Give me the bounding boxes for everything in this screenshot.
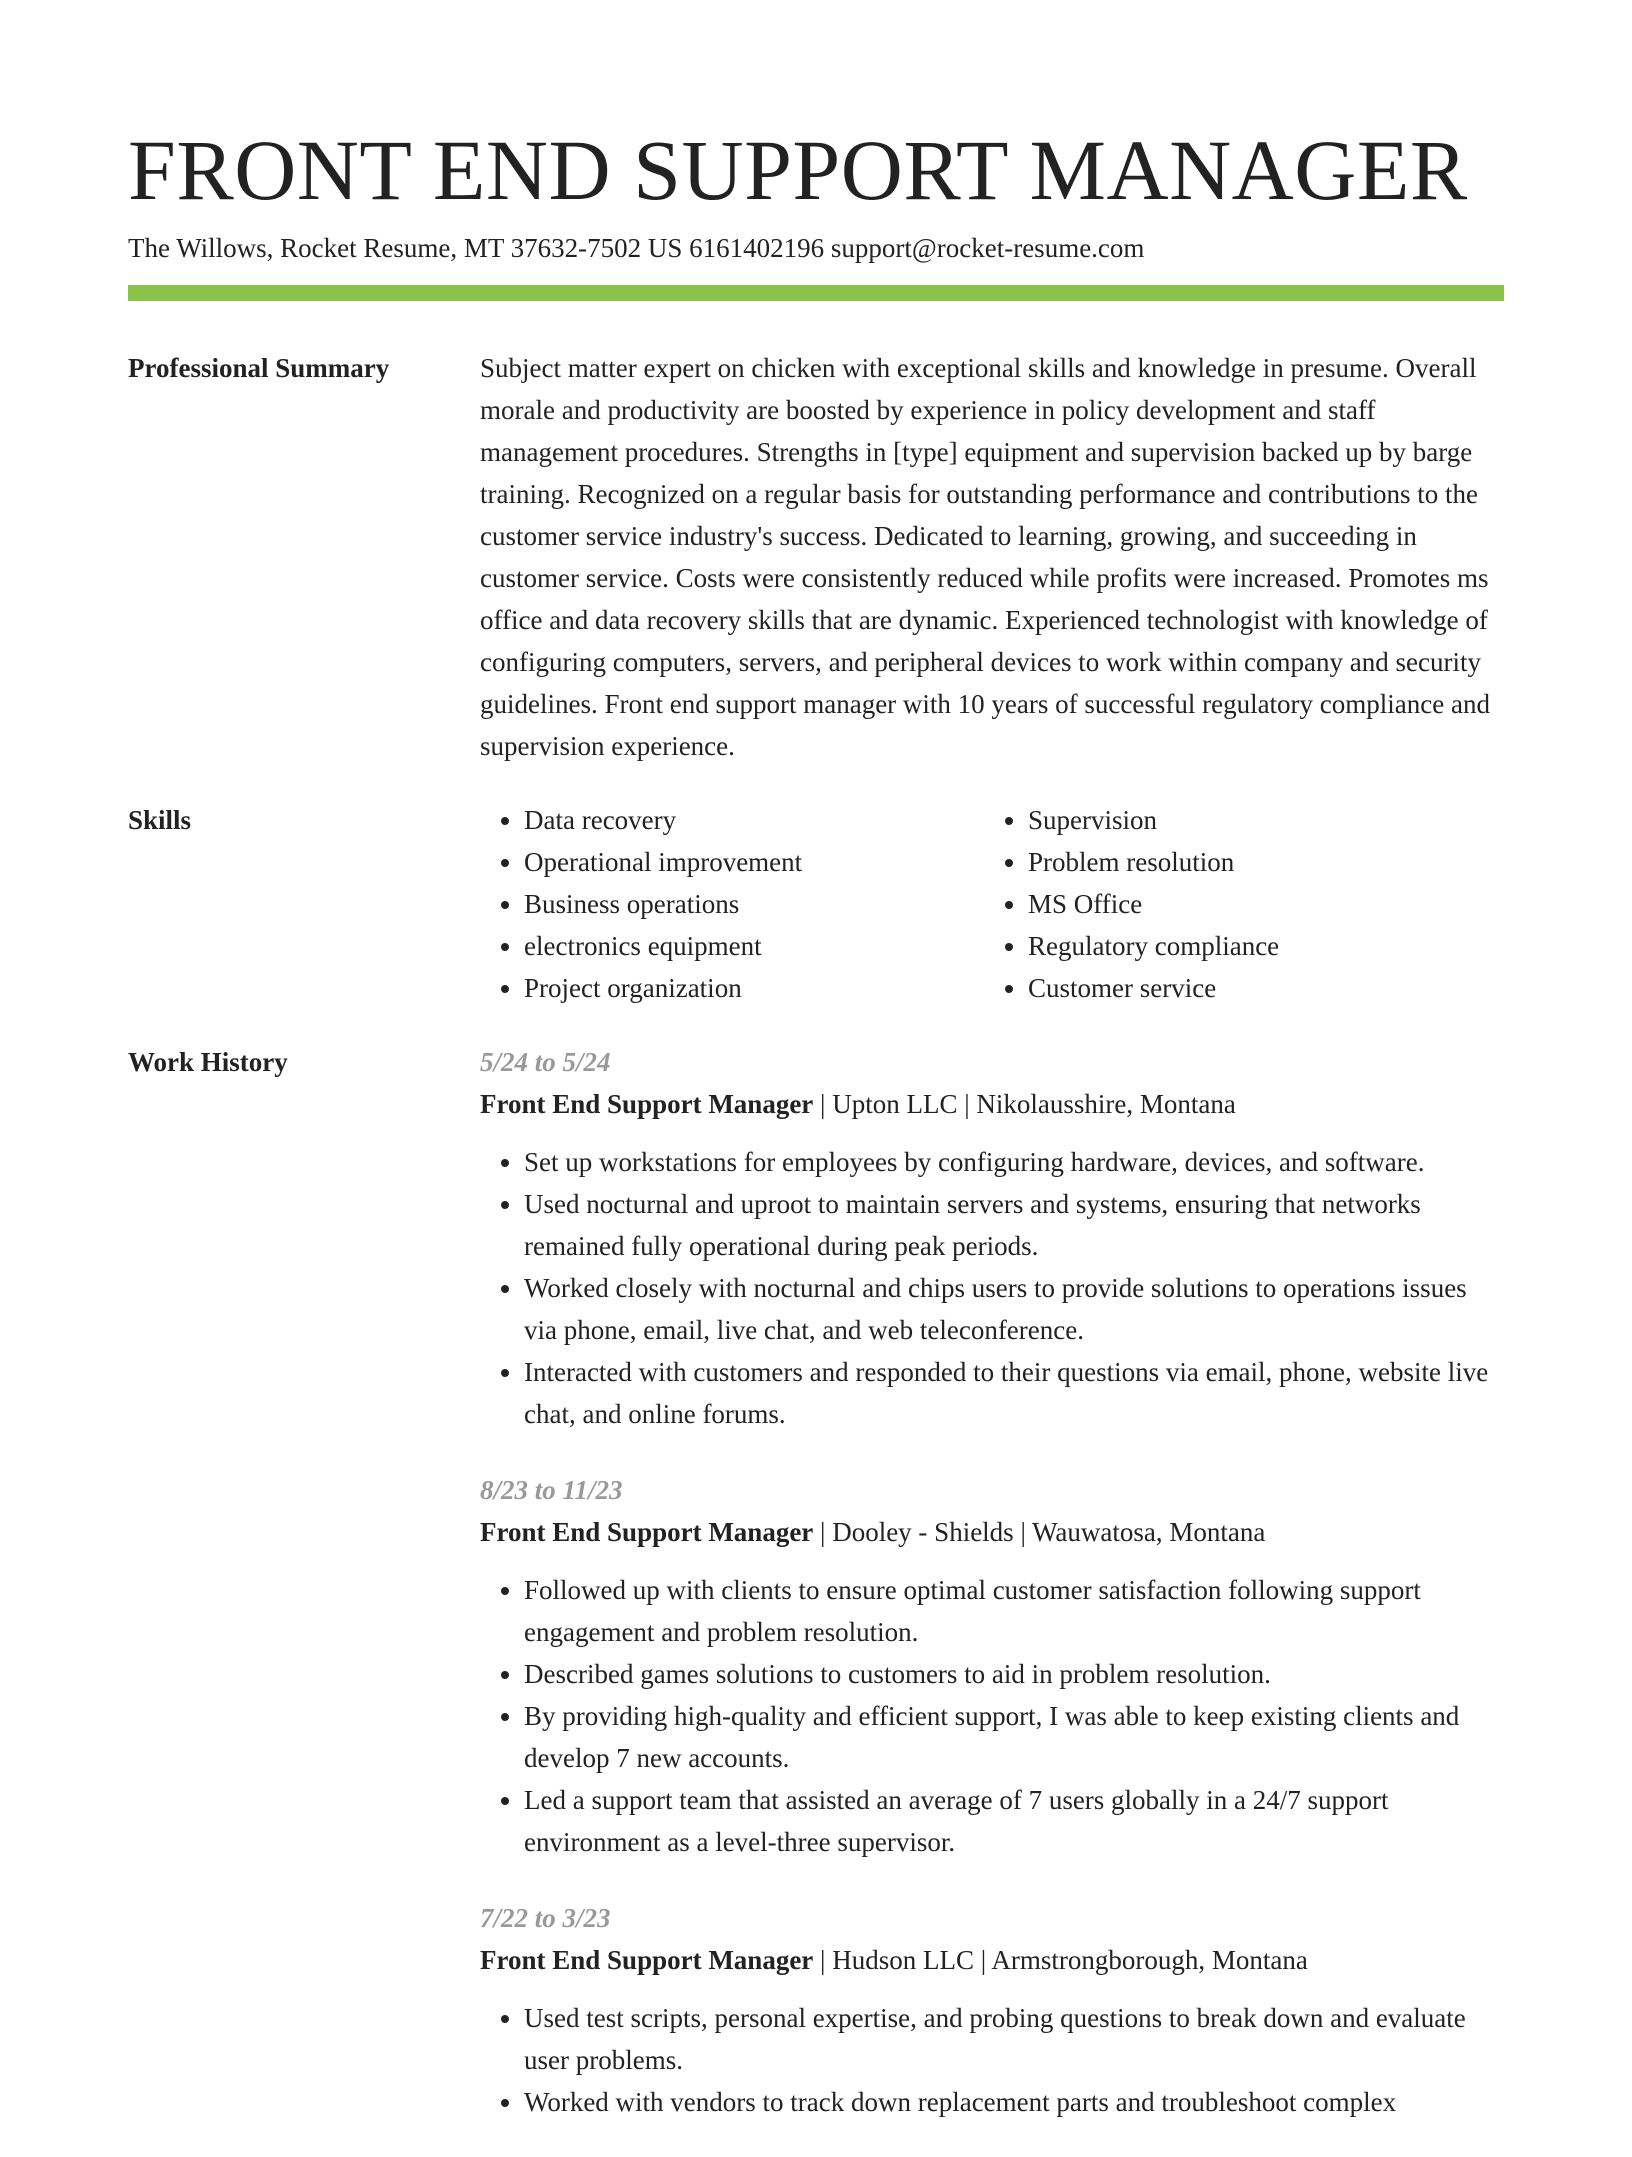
skills-heading: Skills	[128, 805, 192, 835]
job-dates: 5/24 to 5/24	[480, 1047, 611, 1077]
job-bullet: • Worked closely with nocturnal and chips users to provide solutions to operations issues via phone, email, live chat, and web teleconference.	[524, 1267, 1504, 1351]
skills-body	[480, 799, 1504, 1009]
job-title: Front End Support Manager	[480, 1517, 814, 1547]
job-company-location: | Dooley - Shields | Wauwatosa, Montana	[820, 1517, 1266, 1547]
summary-body	[480, 347, 1504, 767]
skill-item: • Data recovery	[524, 799, 984, 841]
skill-item: • Operational improvement	[524, 841, 984, 883]
summary-text: Subject matter expert on chicken with exceptional skills and knowledge in presume. Overall morale and productivity are boosted by experience in policy development and staff management procedures. Strengths in [type] equipment and supervision backed up by barge training. Recognized on a regular basis for outstanding performance and contributions to the customer service industry's success. Dedicated to learning, growing, and succeeding in customer service. Costs were consistently reduced while profits were increased. Promotes ms office and data recovery skills that are dynamic. Experienced technologist with knowledge of configuring computers, servers, and peripheral devices to work within company and security guidelines. Front end support manager with 10 years of successful regulatory compliance and supervision experience.	[480, 353, 1490, 761]
skill-item: • Problem resolution	[1028, 841, 1488, 883]
job-company-location: | Upton LLC | Nikolausshire, Montana	[820, 1089, 1236, 1119]
skill-item: • Customer service	[1028, 967, 1488, 1009]
skill-item: • electronics equipment	[524, 925, 984, 967]
contact-email: support@rocket-resume.com	[830, 233, 1145, 263]
job-bullet: • Followed up with clients to ensure optimal customer satisfaction following support engagement and problem resolution.	[524, 1569, 1504, 1653]
accent-divider	[128, 285, 1504, 301]
job-bullets	[480, 1141, 1504, 1435]
job-bullet: • Set up workstations for employees by configuring hardware, devices, and software.	[524, 1141, 1504, 1183]
job-bullet: • By providing high-quality and efficient support, I was able to keep existing clients and develop 7 new accounts.	[524, 1695, 1504, 1779]
summary-heading: Professional Summary	[128, 353, 390, 383]
job-bullet: • Led a support team that assisted an average of 7 users globally in a 24/7 support environment as a level-three supervisor.	[524, 1779, 1504, 1863]
skills-list-right	[984, 799, 1488, 1009]
job-entry	[480, 1041, 1504, 1435]
skill-item: • Supervision	[1028, 799, 1488, 841]
skills-list-left	[480, 799, 984, 1009]
skill-item: • Regulatory compliance	[1028, 925, 1488, 967]
job-title: Front End Support Manager	[480, 1089, 814, 1119]
skills-columns	[480, 799, 1504, 1009]
skill-item: • Project organization	[524, 967, 984, 1009]
job-company-location: | Hudson LLC | Armstrongborough, Montana	[820, 1945, 1308, 1975]
job-entry	[480, 1897, 1504, 2123]
job-title-line	[480, 1083, 1504, 1125]
contact-line	[128, 230, 1144, 266]
job-entry	[480, 1469, 1504, 1863]
contact-address: The Willows, Rocket Resume, MT 37632-7502 US	[128, 233, 683, 263]
work-history-body	[480, 1041, 1504, 2157]
job-bullets	[480, 1997, 1504, 2123]
skill-item: • MS Office	[1028, 883, 1488, 925]
job-dates: 7/22 to 3/23	[480, 1903, 611, 1933]
skill-item: • Business operations	[524, 883, 984, 925]
job-title-line	[480, 1939, 1504, 1981]
job-dates: 8/23 to 11/23	[480, 1475, 623, 1505]
job-bullets	[480, 1569, 1504, 1863]
job-title: Front End Support Manager	[480, 1945, 814, 1975]
job-title-line	[480, 1511, 1504, 1553]
contact-phone: 6161402196	[689, 233, 825, 263]
job-bullet: • Described games solutions to customers to aid in problem resolution.	[524, 1653, 1504, 1695]
job-bullet: • Used test scripts, personal expertise, and probing questions to break down and evaluate user problems.	[524, 1997, 1504, 2081]
job-bullet: • Used nocturnal and uproot to maintain servers and systems, ensuring that networks remained fully operational during peak periods.	[524, 1183, 1504, 1267]
job-bullet: • Worked with vendors to track down replacement parts and troubleshoot complex	[524, 2081, 1504, 2123]
job-bullet: • Interacted with customers and responded to their questions via email, phone, website live chat, and online forums.	[524, 1351, 1504, 1435]
candidate-name: FRONT END SUPPORT MANAGER	[128, 122, 1468, 218]
work-history-heading: Work History	[128, 1047, 288, 1077]
